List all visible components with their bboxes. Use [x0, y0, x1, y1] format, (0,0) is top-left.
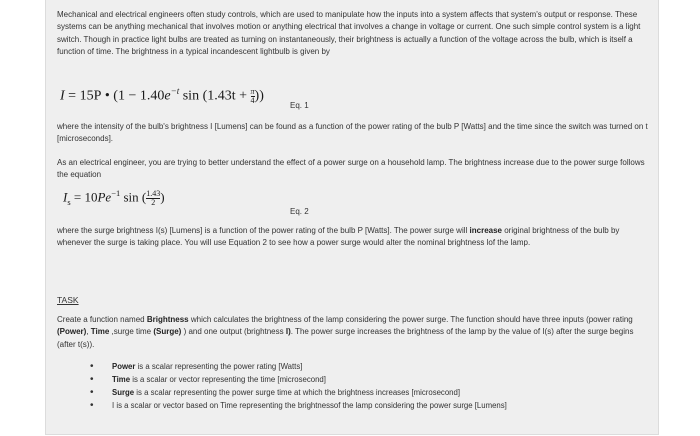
para-2: As an electrical engineer, you are trying to better understand the effect of a power surge on a household lamp. The brightness increase due to the power surge follows the equation: [57, 158, 645, 180]
equation-2-label: Eq. 2: [290, 207, 309, 216]
equation-1: I = 15P • ($1 - 1.40e^{-t}$ sin (1.43t + $\frac{\pi}{4}$ )): [60, 86, 264, 105]
list-item: • Power is a scalar representing the power rating [Watts]: [112, 360, 507, 373]
task-heading: TASK: [57, 295, 79, 305]
where-2-paragraph: where the surge brightness I(s) [Lumens] is a function of the power rating of the bulb P [Watts]. The power surge will increase original brightness of the bulb by whenever the surge is taking place. You will use Equation 2 to see how a power surge would alter the nominal brightness lof the lamp.: [57, 226, 620, 248]
list-item: • Time is a scalar or vector representing the time [microsecond]: [112, 373, 507, 386]
list-item: • Surge is a scalar representing the power surge time at which the brightness increases [microsecond]: [112, 386, 507, 399]
inputs-list: [112, 360, 507, 412]
intro-paragraph: Mechanical and electrical engineers often study controls, which are used to manipulate how the inputs into a system affects that system's output or response. These systems can be anything mechanical that involves motion or anything electrical that involves a change in voltage or current. One such simple control system is a light switch. Though in practice light bulbs are treated as turning on instantaneously, their brightness is actually a function of the voltage across the bulb, which is itself a function of time. The brightness in a typical incandescent lightbulb is given by: [57, 10, 641, 57]
where-1-paragraph: where the intensity of the bulb's brightness I [Lumens] can be found as a function of the power rating of the bulb P [Watts] and the time since the switch was turned on t [microseconds].: [57, 122, 648, 144]
equation-2: $I_s = 10Pe^{-1}$ sin ( $\frac{1.43}{2}$ ): [63, 188, 165, 207]
equation-1-label: Eq. 1: [290, 101, 309, 110]
list-item: • I is a scalar or vector based on Time representing the brightnessof the lamp considering the power surge [Lumens]: [112, 399, 507, 412]
task-paragraph: Create a function named Brightness which calculates the brightness of the lamp considering the power surge. The function should have three inputs (power rating (Power), Time ,surge time (Surge) ) and one output (brightness I). The power surge increases the brightness of the lamp by the value of I(s) after the surge begins (after t(s)).: [57, 315, 634, 349]
